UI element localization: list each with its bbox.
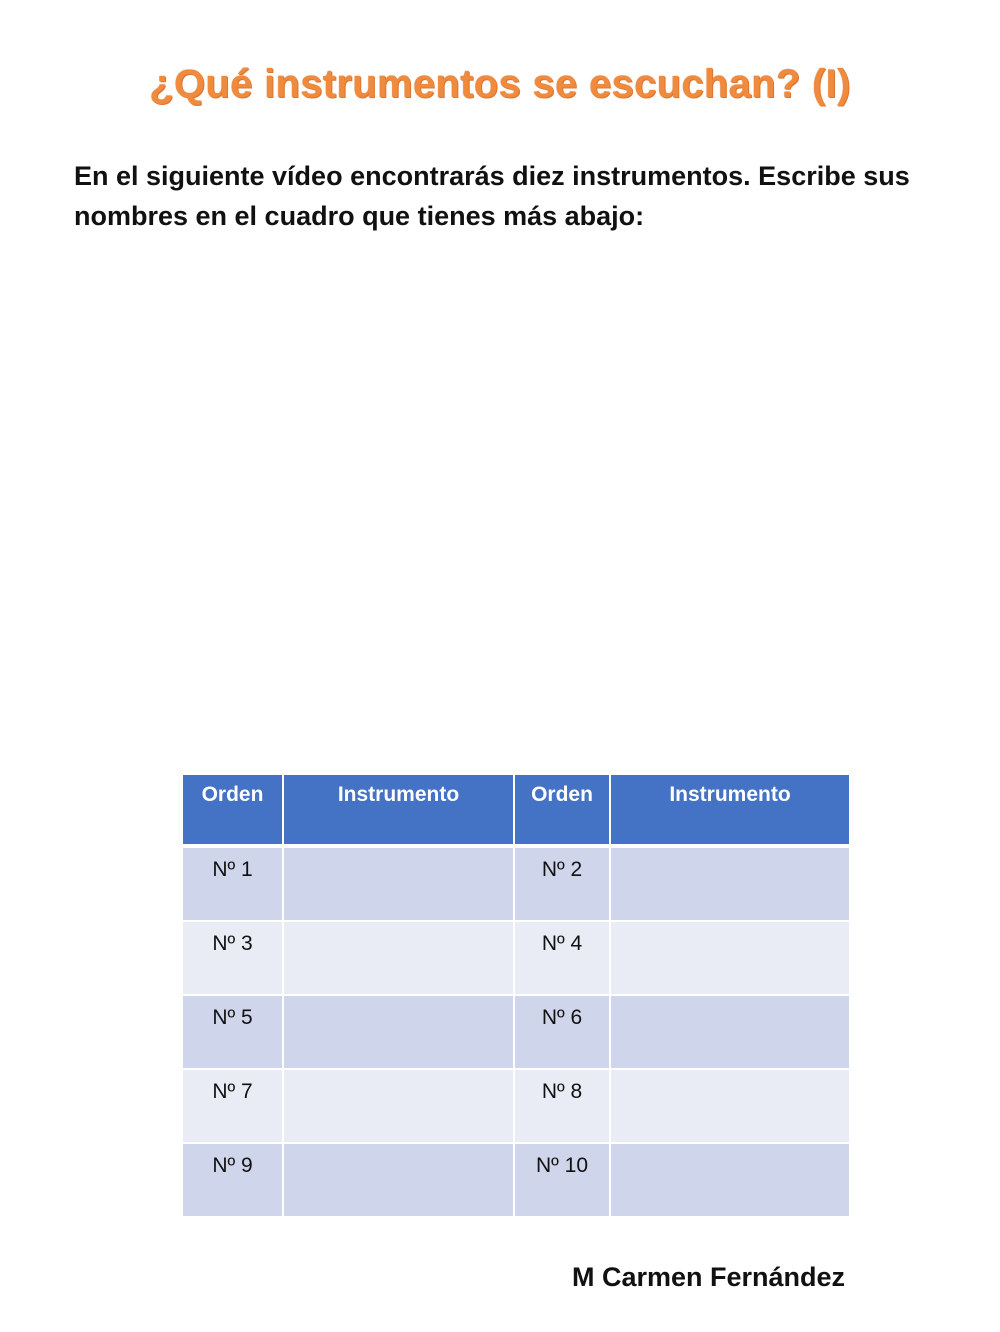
order-label: Nº 10 [515, 1144, 611, 1218]
instrument-answer-field[interactable] [611, 1070, 849, 1144]
header-orden-left: Orden [183, 775, 284, 848]
order-label: Nº 5 [183, 996, 284, 1070]
answers-table [183, 775, 849, 1218]
table-row [183, 848, 849, 922]
instrument-answer-field[interactable] [284, 848, 515, 922]
instrument-answer-field[interactable] [284, 996, 515, 1070]
header-instrumento-right: Instrumento [611, 775, 849, 848]
header-orden-right: Orden [515, 775, 611, 848]
page-title: ¿Qué instrumentos se escuchan? (I) [149, 62, 851, 106]
order-label: Nº 4 [515, 922, 611, 996]
order-label: Nº 3 [183, 922, 284, 996]
order-label: Nº 8 [515, 1070, 611, 1144]
instrument-answer-field[interactable] [284, 1144, 515, 1218]
table-row [183, 922, 849, 996]
order-label: Nº 9 [183, 1144, 284, 1218]
instructions-text: En el siguiente vídeo encontrarás diez instrumentos. Escribe sus nombres en el cuadro que tienes más abajo: [74, 161, 910, 231]
video-area [74, 260, 944, 740]
table-row [183, 1070, 849, 1144]
instrument-answer-field[interactable] [284, 922, 515, 996]
instrument-answer-field[interactable] [611, 1144, 849, 1218]
table-row [183, 1144, 849, 1218]
order-label: Nº 6 [515, 996, 611, 1070]
order-label: Nº 2 [515, 848, 611, 922]
instrument-answer-field[interactable] [611, 996, 849, 1070]
instrument-answer-field[interactable] [611, 848, 849, 922]
instrument-answer-field[interactable] [284, 1070, 515, 1144]
table-header-row [183, 775, 849, 848]
author-name: M Carmen Fernández [572, 1262, 846, 1292]
order-label: Nº 7 [183, 1070, 284, 1144]
table-row [183, 996, 849, 1070]
header-instrumento-left: Instrumento [284, 775, 515, 848]
instrument-answer-field[interactable] [611, 922, 849, 996]
order-label: Nº 1 [183, 848, 284, 922]
